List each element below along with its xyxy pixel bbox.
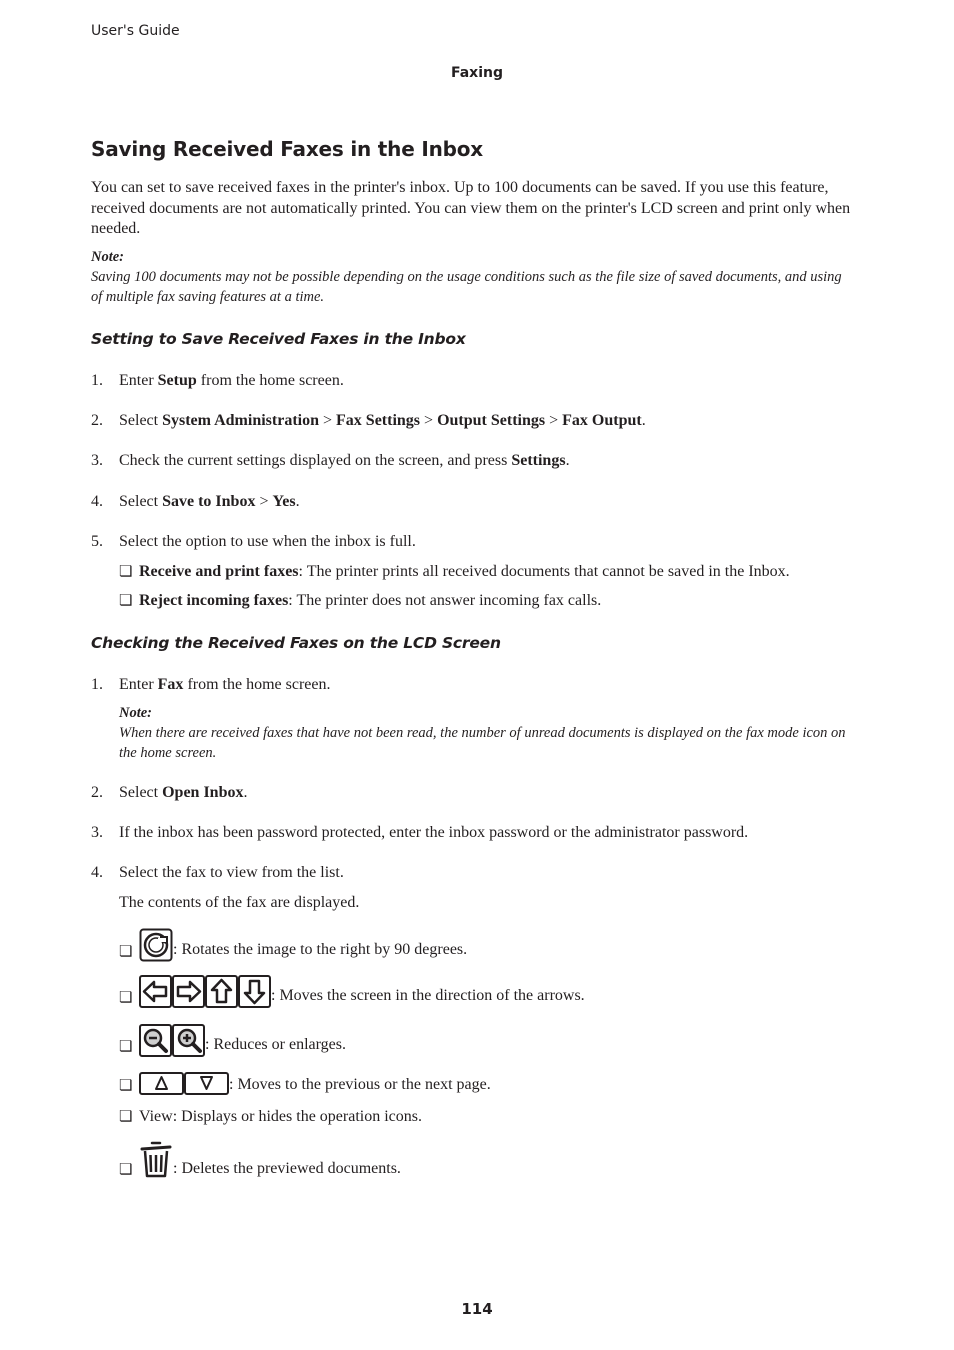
separator: >: [420, 412, 438, 429]
menu-term: Open Inbox: [162, 784, 244, 801]
option-text: : The printer does not answer incoming fax calls.: [288, 592, 602, 609]
option-term: Receive and print faxes: [139, 563, 299, 580]
step-text: Select: [119, 784, 163, 801]
note-label: Note:: [91, 249, 125, 265]
step-text: Select: [119, 493, 163, 510]
icon-item-rotate: [119, 926, 467, 962]
separator: >: [319, 412, 337, 429]
step-2-menu-path: [91, 411, 646, 431]
trash-icon: [139, 1140, 173, 1180]
icon-item-page-nav: [119, 1070, 491, 1096]
icon-item-arrows: [119, 972, 585, 1008]
step-text: from the home screen.: [183, 676, 331, 693]
menu-term: Save to Inbox: [162, 493, 256, 510]
menu-term: Fax Settings: [336, 412, 421, 429]
option-reject-incoming: [119, 591, 601, 611]
step-number: 4.: [91, 493, 103, 510]
next-page-icon: [185, 1073, 228, 1094]
running-header-guide: User's Guide: [91, 23, 180, 39]
checkbox-bullet-icon: ❏: [119, 1109, 133, 1125]
step-4-save-to-inbox: [91, 492, 300, 512]
option-text: : The printer prints all received documents that cannot be saved in the Inbox.: [298, 563, 790, 580]
zoom-in-icon: [173, 1025, 204, 1056]
step-text: If the inbox has been password protected, enter the inbox password or the administrator password.: [119, 824, 749, 841]
rotate-icon: [139, 928, 173, 962]
zoom-out-icon: [140, 1025, 171, 1056]
menu-term: Setup: [157, 372, 197, 389]
step-number: 1.: [91, 676, 103, 693]
arrow-right-icon: [173, 976, 204, 1007]
icon-group: [139, 928, 173, 962]
step-2-open-inbox: [91, 783, 247, 803]
checkbox-bullet-icon: ❏: [119, 1078, 133, 1094]
step-text: from the home screen.: [196, 372, 344, 389]
previous-page-icon: [140, 1073, 183, 1094]
checkbox-bullet-icon: ❏: [119, 593, 133, 609]
step-number: 2.: [91, 412, 103, 429]
step-text: Select the option to use when the inbox is full.: [119, 533, 416, 550]
step-3-check-settings: [91, 451, 570, 471]
note-text: Saving 100 documents may not be possible depending on the usage conditions such as the file size of saved documents, and using of multiple fax saving features at a time.: [91, 269, 842, 305]
step-text: .: [243, 784, 248, 801]
step-number: 2.: [91, 784, 103, 801]
icon-item-view: [119, 1107, 422, 1127]
menu-term: Fax: [157, 676, 184, 693]
step-text: Select the fax to view from the list.: [119, 864, 344, 881]
icon-group: [139, 1140, 173, 1180]
icon-item-text: : Rotates the image to the right by 90 degrees.: [173, 941, 468, 958]
contents-displayed-text: The contents of the fax are displayed.: [119, 894, 360, 911]
step-text: Check the current settings displayed on the screen, and press: [119, 452, 512, 469]
icon-item-zoom: [119, 1021, 346, 1057]
menu-term: Settings: [511, 452, 566, 469]
arrow-up-icon: [206, 976, 237, 1007]
step-text: Enter: [119, 372, 158, 389]
direction-arrows-icons: [139, 975, 271, 1008]
step-number: 1.: [91, 372, 103, 389]
step-3-password: [91, 823, 748, 843]
icon-item-delete: [119, 1138, 401, 1180]
menu-term: Yes: [272, 493, 296, 510]
step-number: 3.: [91, 824, 103, 841]
step-1-enter-fax: [91, 675, 331, 695]
section-heading-save-settings: Setting to Save Received Faxes in the Inbox: [91, 330, 466, 348]
icon-item-text: : Deletes the previewed documents.: [173, 1160, 401, 1177]
running-header-chapter: Faxing: [450, 65, 503, 81]
checkbox-bullet-icon: ❏: [119, 990, 133, 1006]
menu-term: Output Settings: [437, 412, 546, 429]
arrow-left-icon: [140, 976, 171, 1007]
note-label: Note:: [119, 705, 153, 721]
page-nav-icons: [139, 1072, 229, 1096]
checkbox-bullet-icon: ❏: [119, 944, 133, 960]
intro-paragraph: You can set to save received faxes in the printer's inbox. Up to 100 documents can be saved. If you use this feature, received documents are not automatically printed. You can view them on the printer's LCD screen and print only when needed.: [91, 179, 851, 237]
step-text: Enter: [119, 676, 158, 693]
option-term: Reject incoming faxes: [139, 592, 289, 609]
page-title: Saving Received Faxes in the Inbox: [91, 137, 483, 161]
step-text: .: [565, 452, 570, 469]
step-text: .: [295, 493, 300, 510]
icon-item-text: : Moves to the previous or the next page.: [229, 1076, 491, 1093]
icon-item-text: : Reduces or enlarges.: [205, 1036, 346, 1053]
option-receive-and-print: [119, 562, 790, 582]
step-number: 4.: [91, 864, 103, 881]
menu-term: Fax Output: [562, 412, 642, 429]
step-text: Select: [119, 412, 163, 429]
icon-item-text: : Moves the screen in the direction of the arrows.: [271, 987, 585, 1004]
icon-item-text: View: Displays or hides the operation icons.: [139, 1108, 422, 1125]
checkbox-bullet-icon: ❏: [119, 564, 133, 580]
checkbox-bullet-icon: ❏: [119, 1039, 133, 1055]
icon-group: [139, 1024, 205, 1057]
step-1-enter-setup: [91, 371, 344, 391]
arrow-down-icon: [239, 976, 270, 1007]
step-5-inbox-full-option: [91, 532, 416, 552]
icon-group: [139, 1072, 229, 1096]
step-4-select-fax: [91, 863, 344, 883]
step-number: 3.: [91, 452, 103, 469]
icon-group: [139, 975, 271, 1008]
separator: >: [255, 493, 273, 510]
checkbox-bullet-icon: ❏: [119, 1162, 133, 1178]
page-number: 114: [461, 1300, 493, 1318]
zoom-icons: [139, 1024, 205, 1057]
step-number: 5.: [91, 533, 103, 550]
separator: >: [545, 412, 563, 429]
menu-term: System Administration: [162, 412, 319, 429]
step-text: .: [641, 412, 646, 429]
note-text: When there are received faxes that have not been read, the number of unread documents is displayed on the fax mode icon on the home screen.: [119, 725, 846, 761]
section-heading-check-lcd: Checking the Received Faxes on the LCD Screen: [91, 634, 501, 652]
